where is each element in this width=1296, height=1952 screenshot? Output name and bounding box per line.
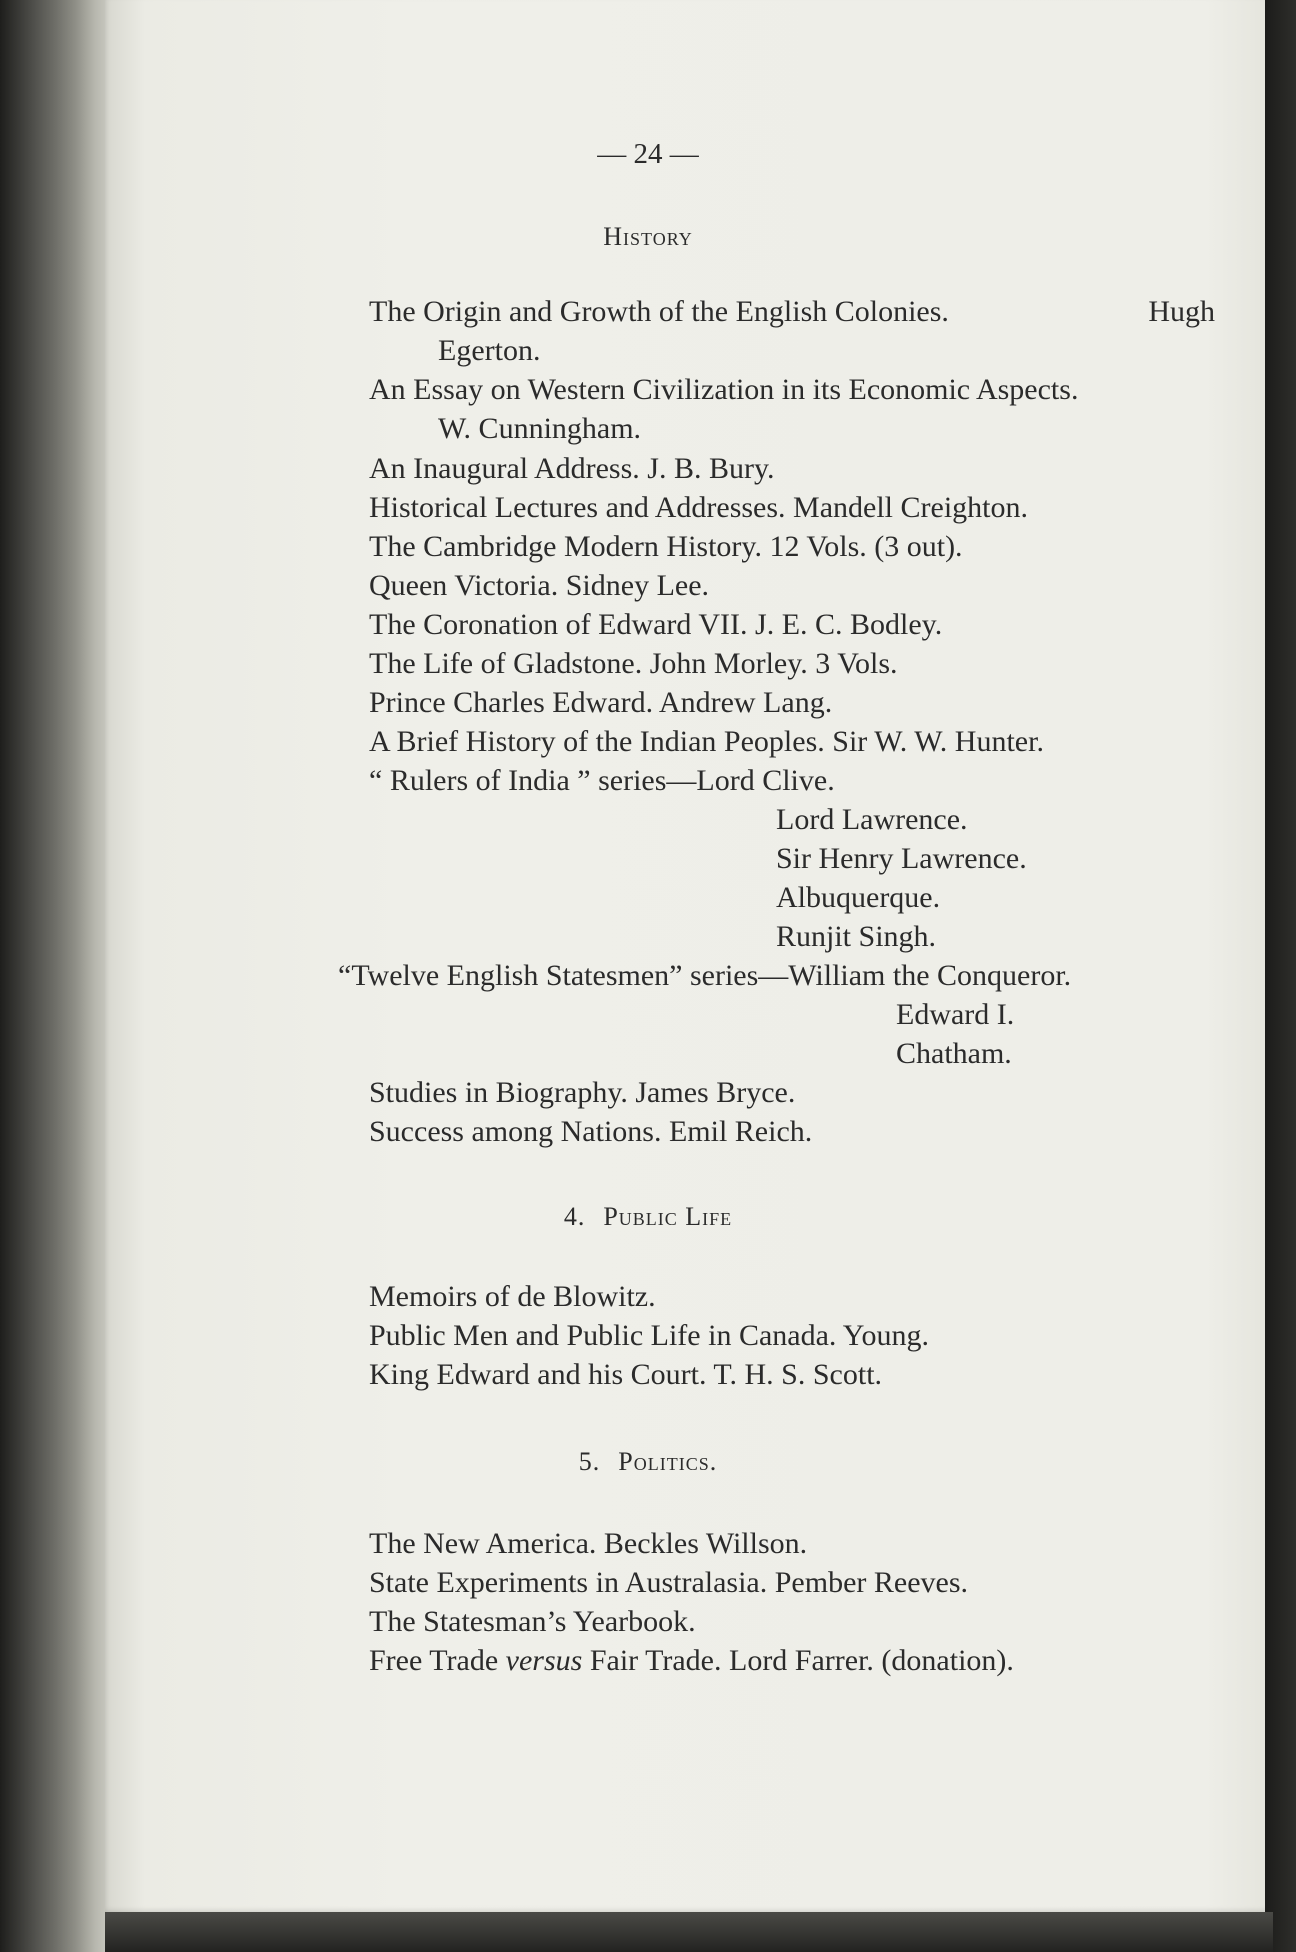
politics-entry-4	[369, 1644, 1014, 1678]
history-entry-7: The Coronation of Edward VII. J. E. C. Bodley.	[369, 608, 943, 641]
section-number: 5.	[578, 1447, 601, 1476]
history-entry-2: An Essay on Western Civilization in its Economic Aspects.	[369, 373, 1079, 406]
history-entry-11-item: Albuquerque.	[776, 881, 941, 914]
public-life-entry-3: King Edward and his Court. T. H. S. Scott.	[369, 1358, 883, 1391]
history-entry-11-item: Lord Lawrence.	[776, 803, 968, 836]
entry-title: The Origin and Growth of the English Colonies.	[369, 295, 949, 328]
history-entry-10: A Brief History of the Indian Peoples. Sir W. W. Hunter.	[369, 725, 1044, 758]
entry-text: Free Trade	[369, 1644, 506, 1677]
section-number: 4.	[563, 1202, 586, 1231]
history-entry-3: An Inaugural Address. J. B. Bury.	[369, 452, 775, 485]
entry-author: Hugh	[1148, 295, 1215, 328]
history-entry-11: “ Rulers of India ” series—Lord Clive.	[369, 764, 835, 797]
history-entry-12-item: Chatham.	[896, 1037, 1012, 1070]
page-right-edge	[1265, 0, 1296, 1952]
history-entry-2-continuation: W. Cunningham.	[438, 412, 642, 445]
book-spine-shadow	[0, 0, 120, 1952]
history-entry-1-continuation: Egerton.	[438, 334, 541, 367]
history-entry-12: “Twelve English Statesmen” series—William the Conqueror.	[338, 959, 1072, 992]
history-entry-12-item: Edward I.	[896, 998, 1015, 1031]
section-heading-politics	[0, 1447, 1296, 1477]
history-entry-6: Queen Victoria. Sidney Lee.	[369, 569, 710, 602]
page-bottom-edge	[105, 1912, 1273, 1952]
entry-text: Fair Trade. Lord Farrer. (donation).	[582, 1644, 1014, 1677]
history-entry-11-item: Sir Henry Lawrence.	[776, 842, 1027, 875]
page-number: — 24 —	[597, 138, 699, 170]
history-entry-9: Prince Charles Edward. Andrew Lang.	[369, 686, 833, 719]
section-heading-public-life	[0, 1202, 1296, 1232]
history-entry-14: Success among Nations. Emil Reich.	[369, 1115, 813, 1148]
history-entry-4: Historical Lectures and Addresses. Mandell Creighton.	[369, 491, 1029, 524]
history-entry-13: Studies in Biography. James Bryce.	[369, 1076, 796, 1109]
history-entry-11-item: Runjit Singh.	[776, 920, 937, 953]
history-entry-5: The Cambridge Modern History. 12 Vols. (3 out).	[369, 530, 963, 563]
history-entry-1	[369, 295, 1215, 329]
section-title: Politics.	[618, 1447, 718, 1476]
entry-italic-text: versus	[505, 1644, 583, 1677]
politics-entry-1: The New America. Beckles Willson.	[369, 1527, 808, 1560]
politics-entry-3: The Statesman’s Yearbook.	[369, 1605, 696, 1638]
public-life-entry-2: Public Men and Public Life in Canada. Young.	[369, 1319, 929, 1352]
public-life-entry-1: Memoirs of de Blowitz.	[369, 1280, 656, 1313]
history-entry-8: The Life of Gladstone. John Morley. 3 Vols.	[369, 647, 898, 680]
politics-entry-2: State Experiments in Australasia. Pember Reeves.	[369, 1566, 969, 1599]
section-title: Public Life	[603, 1202, 733, 1231]
section-heading-history: History	[603, 222, 693, 251]
